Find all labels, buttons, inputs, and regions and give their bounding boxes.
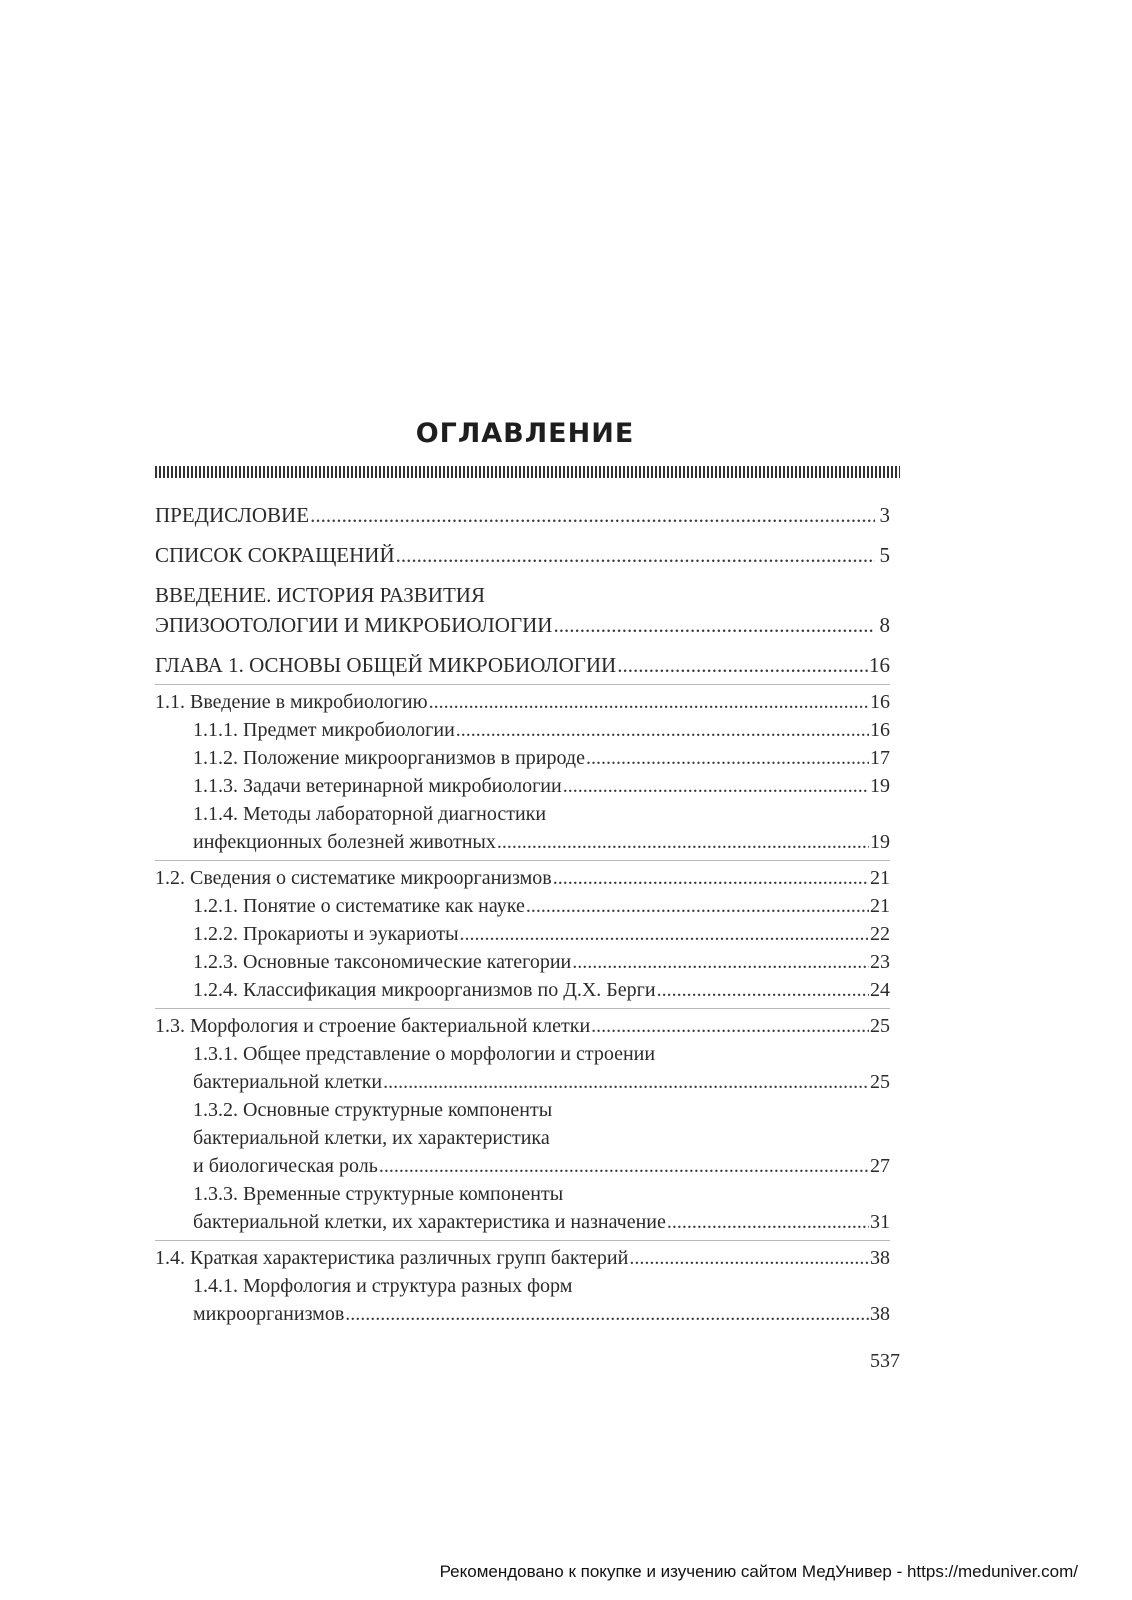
toc-entry-1-1-3[interactable] — [155, 772, 890, 800]
toc-entry-text-line2: бактериальной клетки, их характеристика и назначение — [193, 1211, 666, 1233]
toc-entry-1-2-4[interactable] — [155, 976, 890, 1004]
toc-entry-text: 1.3. Морфология и строение бактериальной клетки — [155, 1015, 591, 1037]
dot-leader — [586, 744, 869, 772]
dot-leader — [572, 948, 869, 976]
toc-entry-text-line1: ВВЕДЕНИЕ. ИСТОРИЯ РАЗВИТИЯ — [155, 583, 485, 607]
dot-leader — [456, 716, 869, 744]
dot-leader — [553, 610, 875, 640]
toc-page-number: 16 — [870, 691, 890, 713]
toc-entry-1-3-2[interactable] — [155, 1096, 890, 1180]
section-divider — [155, 860, 890, 861]
toc-entry-text-line1: 1.3.2. Основные структурные компоненты — [193, 1099, 553, 1121]
toc-entry-1-4-1[interactable] — [155, 1272, 890, 1328]
toc-page-number: 25 — [870, 1071, 890, 1093]
toc-entry-1-1-2[interactable] — [155, 744, 890, 772]
toc-page-number: 23 — [870, 951, 890, 973]
section-divider — [155, 684, 890, 685]
toc-entry-preface[interactable] — [155, 500, 890, 530]
dot-leader — [379, 1152, 869, 1180]
toc-entry-1-4[interactable] — [155, 1244, 890, 1272]
toc-page-number: 24 — [870, 979, 890, 1001]
toc-entry-text: СПИСОК СОКРАЩЕНИЙ — [155, 543, 395, 567]
toc-page-number: 8 — [879, 613, 890, 637]
table-of-contents — [155, 500, 890, 1328]
footer-watermark: Рекомендовано к покупке и изучению сайтом МедУнивер - https://meduniver.com/ — [439, 1562, 1078, 1581]
toc-page-number: 38 — [870, 1247, 890, 1269]
toc-page-number: 25 — [870, 1015, 890, 1037]
toc-entry-1-2[interactable] — [155, 864, 890, 892]
toc-entry-text-line2: ЭПИЗООТОЛОГИИ И МИКРОБИОЛОГИИ — [155, 613, 553, 637]
toc-page-number: 27 — [870, 1155, 890, 1177]
toc-entry-abbreviations[interactable] — [155, 540, 890, 570]
toc-page-number: 38 — [870, 1303, 890, 1325]
toc-page-number: 19 — [870, 831, 890, 853]
toc-entry-text: 1.2.3. Основные таксономические категории — [193, 951, 572, 973]
toc-page-number: 5 — [879, 543, 890, 567]
dot-leader — [629, 1244, 869, 1272]
toc-entry-text-line1: 1.1.4. Методы лабораторной диагностики — [193, 803, 547, 825]
dot-leader — [396, 540, 875, 570]
dot-leader — [526, 892, 869, 920]
toc-entry-1-1[interactable] — [155, 688, 890, 716]
toc-page-number: 21 — [870, 867, 890, 889]
toc-entry-text: 1.2.2. Прокариоты и эукариоты — [193, 923, 459, 945]
page-number: 537 — [870, 1350, 900, 1372]
toc-entry-1-2-2[interactable] — [155, 920, 890, 948]
toc-entry-text-line1: 1.3.3. Временные структурные компоненты — [193, 1183, 564, 1205]
toc-entry-1-3[interactable] — [155, 1012, 890, 1040]
toc-entry-text: 1.2.4. Классификация микроорганизмов по Д.Х. Берги — [193, 979, 656, 1001]
toc-entry-1-3-3[interactable] — [155, 1180, 890, 1236]
toc-page-number: 3 — [879, 503, 890, 527]
page-title: ОГЛАВЛЕНИЕ — [415, 418, 635, 449]
dot-leader — [617, 650, 868, 680]
dot-leader — [553, 864, 869, 892]
toc-entry-1-2-3[interactable] — [155, 948, 890, 976]
dot-leader — [591, 1012, 869, 1040]
toc-page-number: 17 — [870, 747, 890, 769]
toc-page-number: 16 — [869, 653, 890, 677]
dot-leader — [460, 920, 869, 948]
toc-entry-text: 1.2.1. Понятие о систематике как науке — [193, 895, 525, 917]
dot-leader — [383, 1068, 869, 1096]
toc-entry-text-line2: бактериальной клетки, их характеристика — [193, 1127, 550, 1149]
toc-entry-text: 1.1.1. Предмет микробиологии — [193, 719, 455, 741]
toc-entry-1-3-1[interactable] — [155, 1040, 890, 1096]
toc-entry-chapter-1[interactable] — [155, 650, 890, 680]
toc-entry-text: 1.1.2. Положение микроорганизмов в природе — [193, 747, 585, 769]
toc-entry-1-1-1[interactable] — [155, 716, 890, 744]
dot-leader — [657, 976, 869, 1004]
dot-leader — [310, 500, 875, 530]
toc-entry-text: ГЛАВА 1. ОСНОВЫ ОБЩЕЙ МИКРОБИОЛОГИИ — [155, 653, 617, 677]
title-decorative-rule — [155, 466, 900, 478]
dot-leader — [497, 828, 869, 856]
toc-page-number: 19 — [870, 775, 890, 797]
section-divider — [155, 1008, 890, 1009]
toc-entry-text: 1.1.3. Задачи ветеринарной микробиологии — [193, 775, 562, 797]
toc-entry-text-line2: микроорганизмов — [193, 1303, 345, 1325]
toc-entry-text-line2: бактериальной клетки — [193, 1071, 383, 1093]
dot-leader — [667, 1208, 869, 1236]
dot-leader — [345, 1300, 869, 1328]
toc-entry-1-2-1[interactable] — [155, 892, 890, 920]
toc-entry-text: ПРЕДИСЛОВИЕ — [155, 503, 310, 527]
toc-page-number: 22 — [870, 923, 890, 945]
toc-page-number: 21 — [870, 895, 890, 917]
toc-entry-text: 1.1. Введение в микробиологию — [155, 691, 428, 713]
toc-entry-text-line3: и биологическая роль — [193, 1155, 378, 1177]
section-divider — [155, 1240, 890, 1241]
toc-page-number: 31 — [870, 1211, 890, 1233]
toc-entry-1-1-4[interactable] — [155, 800, 890, 856]
toc-page-number: 16 — [870, 719, 890, 741]
toc-entry-introduction[interactable] — [155, 580, 890, 640]
toc-entry-text: 1.2. Сведения о систематике микроорганизмов — [155, 867, 552, 889]
dot-leader — [563, 772, 869, 800]
toc-entry-text-line1: 1.4.1. Морфология и структура разных форм — [193, 1275, 573, 1297]
toc-entry-text-line1: 1.3.1. Общее представление о морфологии и строении — [193, 1043, 656, 1065]
toc-entry-text-line2: инфекционных болезней животных — [193, 831, 496, 853]
toc-entry-text: 1.4. Краткая характеристика различных групп бактерий — [155, 1247, 629, 1269]
dot-leader — [429, 688, 869, 716]
